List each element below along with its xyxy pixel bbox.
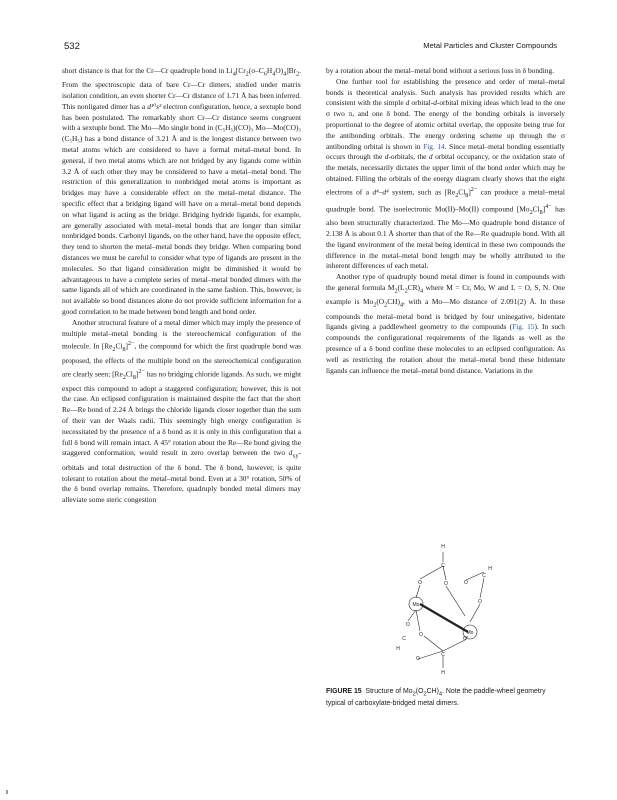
c-label-top: C bbox=[441, 563, 445, 569]
left-column bbox=[62, 66, 301, 506]
o-label: O bbox=[418, 580, 422, 586]
page-number: 532 bbox=[64, 41, 80, 52]
mo-label-1: Mo bbox=[412, 602, 420, 608]
left-paragraph-2: Another structural feature of a metal dimer which may imply the presence of multiple metal–metal bonding is the stereochemical configuration of the molecule. In $[Re_2Cl_8]^{2-}$, the compound for which the first quadruple bond was proposed, the effects of the multiple bond on the stereochemical configuration are clearly seen; $[Re_2Cl_8]^{2-}$ has no bridging chloride ligands. As such, we might expect this compound to adopt a staggered configuration; however, this is not the case. An eclipsed configuration is maintained despite the fact that the short Re—Re bond of 2.24 Å brings the chloride ligands closer together than the sum of their van der Waals radii. This seemingly high energy configuration is necessitated by the presence of a δ bond as it is only in this configuration that a full δ bond will remain intact. A 45° rotation about the Re—Re bond giving the staggered conformation, would result in zero overlap between the two $d_{xy}$-orbitals and total destruction of the δ bond. The δ bond, however, is quite tolerant to rotation about the metal–metal bond. Even at a 30° rotation, 50% of the δ bond overlap remains. Therefore, quadruply bonded metal dimers may alleviate some steric congestion bbox=[62, 317, 302, 505]
h-label-top: H bbox=[441, 544, 445, 550]
left-paragraph-1: short distance is that for the Cr—Cr quadruple bond in $Li_4[Cr_2(\sigma-C_6H_4O)_4]Br_2$. From the spectroscopic data of bare Cr—Cr dimers, studied under matrix isolation condition, an even shorter Cr—Cr distance of 1.71 Å has been inferred. This nonligated dimer has a d¹⁰s² electron configuration, hence, a sextuple bond has been postulated. The remarkably short Cr—Cr distance seems congruent with a sextuple bond. The Mo—Mo single bond in (C₅H₅)(CO)₃ Mo—Mo(CO)₃ (C₅H₅) has a bond distance of 3.21 Å and is the longest distance between two metal atoms which are considered to have a formal metal–metal bond. In general, if two metal atoms which are not bridged by any ligands come within 3.2 Å of each other they may be considered to have a metal–metal bond. The restriction of this generalization to nonbridged metal atoms is important as bridges may have a considerable effect on the metal–metal distance. The specific effect that a bridging ligand will have on a metal–metal bond depends on what ligand is acting as the bridge. Bridging hydride ligands, for example, are generally associated with metal–metal bonds that are longer than similar nonbridged bonds. Carbonyl ligands, on the other hand, have the opposite effect, they tend to shorten the metal–metal bonds they bridge. When comparing bond distances we must be careful to consider what type of ligands are present in the molecules. So that ligand consideration might be diminished it would be advantageous to have a complete series of metal–metal bonded dimers with the same ligands all of which are coordinated in the same fashion. This, however, is not available so bond distances alone do not provide sufficient information for a good correlation to be made between bond length and bond order. bbox=[62, 66, 301, 316]
h-label-left: H bbox=[396, 646, 400, 652]
o-label: O bbox=[406, 622, 410, 628]
right-paragraph-1: by a rotation about the metal–metal bond without a serious loss in δ bonding. bbox=[326, 66, 555, 75]
bond-line bbox=[416, 585, 420, 598]
bond-line bbox=[446, 586, 465, 616]
bond-line bbox=[470, 604, 480, 622]
bond-line bbox=[408, 610, 416, 621]
bond-line bbox=[418, 651, 443, 659]
c-label-left: C bbox=[402, 636, 406, 642]
c-label-bottom: C bbox=[441, 652, 445, 658]
running-title: Metal Particles and Cluster Compounds bbox=[423, 41, 557, 50]
right-paragraph-2: One further tool for establishing the presence and order of metal–metal bonds is theoretical analysis. Such analysis has provided results which are consistent with the simple d orbital-d-orbital mixing ideas which lead to the one σ two π, and one δ bond. The energy of the bonding orbitals is inversely proportional to the degree of atomic orbital overlap, the opposite being true for the antibonding orbitals. The energy ordering scheme up through the σ antibonding orbital is shown in Fig. 14. Since metal–metal bonding essentially occurs through the d-orbitals, the d orbital occupancy, or the oxidation state of the metals, necessarily dictates the upper limit of the bond order which may be obtained. Filling the orbitals of the energy diagram clearly shows that the eight electrons of a d⁴–d⁴ system, such as $[Re_2Cl_8]^{2-}$ can produce a metal–metal quadruple bond. The isoelectronic Mo(II)–Mo(II) compound $[Mo_2Cl_8]^{4-}$ has also been structurally characterized. The Mo—Mo quadruple bond distance of 2.138 Å is about 0.1 Å shorter than that of the Re—Re quadruple bond. With all the ligand environment of the metal being identical in these two compounds the difference in the metal–metal bond length may be wholly attributed to the inherent differences of each metal. bbox=[326, 76, 565, 271]
page-edge-mark bbox=[6, 790, 8, 794]
o-label: O bbox=[416, 656, 420, 662]
o-label: O bbox=[419, 632, 423, 638]
bond-line bbox=[480, 578, 484, 598]
mo-label-2: Mo bbox=[466, 630, 474, 636]
figure-15-molecule-diagram bbox=[380, 536, 510, 676]
o-label: O bbox=[464, 580, 468, 586]
fig-14-link[interactable]: Fig. 14 bbox=[423, 141, 445, 151]
bond-line bbox=[420, 566, 443, 579]
figure-15-caption: FIGURE 15 Structure of $Mo_2(O_2CH)_4$. Note the paddle-wheel geometry typical of carboxylate-bridged metal dimers. bbox=[326, 688, 546, 708]
bond-line bbox=[416, 610, 420, 631]
c-label-right: C bbox=[482, 573, 486, 579]
fig-15-link[interactable]: Fig. 15 bbox=[512, 322, 535, 332]
metal-metal-bond bbox=[420, 604, 468, 632]
o-label: O bbox=[463, 636, 467, 642]
right-paragraph-3: Another type of quadruply bound metal dimer is found in compounds with the general formula $M_2(L_2CR)_4$ where M = Cr, Mo, W and L = O, S, N. One example is $Mo_2(O_2CH)_4$, with a Mo—Mo distance of 2.091(2) Å. In these compounds the metal–metal bond is bridged by four uninegative, bidentate ligands giving a paddlewheel geometry to the compounds (Fig. 15). In such compounds the configurational requirements of the ligands as well as the presence of a δ bond confine these molecules to an eclipsed configuration. As well as restricting the rotation about the metal–metal bond these bidentate ligands can influence the metal–metal bond distance. Variations in the bbox=[326, 272, 565, 375]
right-column bbox=[326, 66, 565, 376]
bond-line bbox=[443, 640, 465, 651]
h-label-bottom: H bbox=[441, 670, 445, 676]
page-header bbox=[64, 41, 557, 55]
h-label-right: H bbox=[488, 566, 492, 572]
o-label: O bbox=[444, 581, 448, 587]
bond-line bbox=[424, 636, 443, 651]
o-label: O bbox=[478, 599, 482, 605]
